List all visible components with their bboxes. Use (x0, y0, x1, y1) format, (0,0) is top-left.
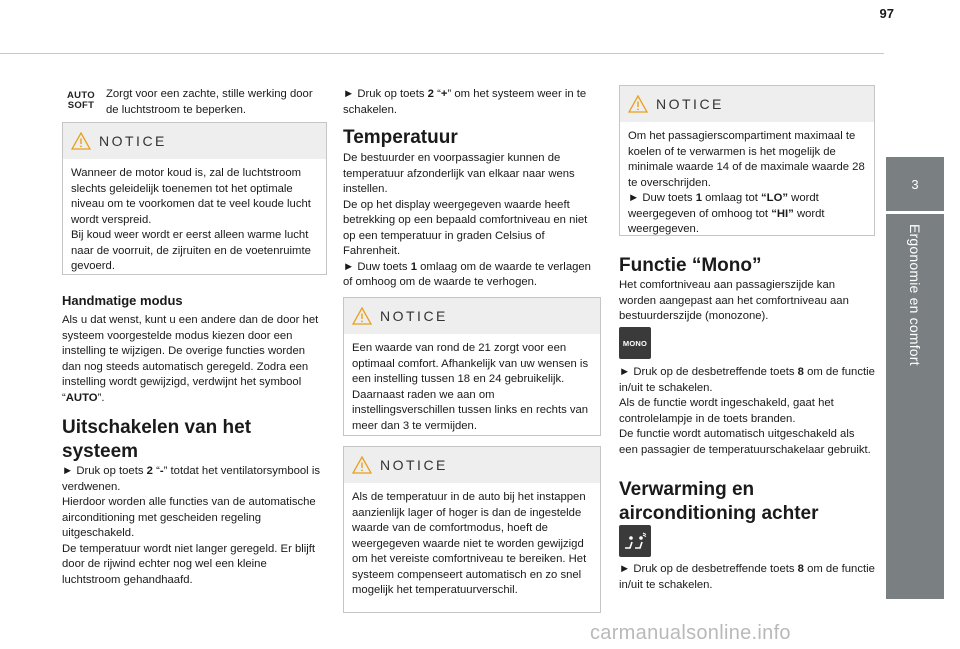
heading-switch-off (62, 416, 251, 464)
step-text: om de functie in/uit te schakelen. (619, 563, 875, 591)
key-number: 1 (410, 260, 417, 273)
mono-step (619, 365, 875, 396)
step-text: ” totdat het ventilatorsymbool is verdwenen. (62, 465, 320, 493)
header-divider (0, 53, 884, 54)
auto-soft-icon-line1: AUTO (67, 90, 95, 101)
chapter-tab-number (886, 157, 944, 211)
step-text: “ (433, 88, 441, 100)
heading-switch-off-line1: Uitschakelen van het (62, 417, 252, 438)
key-symbol: - (159, 465, 164, 477)
temperature-step (343, 260, 601, 291)
auto-soft-icon (62, 86, 100, 116)
notice-text: Een waarde van rond de 21 zorgt voor een optimaal comfort. Afhankelijk van uw wensen is een instelling tussen 18 en 24 gebruikelijk. Daarnaast raden we aan om instellingsverschillen tussen links en rechts van meer dan 3 te vermijden. (352, 342, 589, 432)
step-text: ► Druk op toets (343, 88, 428, 100)
switch-off-paragraph-3: De temperatuur wordt niet langer geregeld. Er blijft door de rijwind echter nog wel een kleine luchtstroom gehandhaafd. (62, 542, 316, 586)
temperature-paragraph-1: De bestuurder en voorpassagier kunnen de temperatuur afzonderlijk van elkaar naar wens instellen. (343, 152, 575, 195)
switch-off-paragraph-2: Hierdoor worden alle functies van de automatische airconditioning met gescheiden regeling uitgeschakeld. (62, 496, 316, 539)
key-number: 1 (695, 192, 702, 204)
notice-box-compensation (343, 446, 601, 613)
hi-label: “HI” (771, 207, 794, 220)
notice-header (620, 86, 874, 122)
chapter-title: Ergonomie en comfort (907, 224, 923, 366)
step-text: omlaag om de waarde te verlagen of omhoog om de waarde te verhogen. (343, 260, 591, 288)
mono-paragraph-2: Als de functie wordt ingeschakeld, gaat het controlelampje in de toets branden. (619, 397, 834, 425)
rear-seat-fan-icon (622, 530, 648, 552)
mono-button-icon (619, 327, 651, 359)
heading-rear-heating (619, 478, 819, 526)
step-text: ► Druk op de desbetreffende toets (619, 563, 798, 575)
key-symbol: + (440, 88, 448, 100)
rear-step (619, 562, 875, 593)
notice-header (63, 123, 326, 159)
notice-text: Wanneer de motor koud is, zal de luchtstroom slechts geleidelijk toenemen tot het optimale niveau om te voorkomen dat te veel koude lucht wordt verspreid. Bij koud weer wordt er eerst alleen warme lucht naar de voorruit, de zijruiten en de voetenruimte gevoerd. (71, 167, 311, 272)
key-number: 8 (797, 366, 804, 378)
notice-title: NOTICE (656, 96, 724, 112)
auto-soft-icon-line2: SOFT (67, 100, 95, 111)
notice-text: Als de temperatuur in de auto bij het instappen aanzienlijk lager of hoger is dan de ingestelde waarde van de comfortmodus, hoeft de weergegeven waarde niet te worden gewijzigd om het vereiste comfortniveau te bereiken. Het systeem compenseert automatisch en zo snel mogelijk het temperatuurverschil. (352, 491, 587, 596)
step-text: ” om het systeem weer in te schakelen. (343, 88, 587, 116)
restart-step (343, 87, 601, 118)
warning-triangle-icon (352, 456, 372, 474)
heading-manual-mode: Handmatige modus (62, 293, 183, 308)
notice-header (344, 447, 600, 483)
notice-paragraph-1: Om het passagierscompartiment maximaal te koelen of te verwarmen is het mogelijk de minimale waarde 14 of de maximale waarde 28 te overschrijden. (628, 130, 865, 189)
notice-box-cold-engine (62, 122, 327, 275)
mono-intro: Het comfortniveau aan passagierszijde kan worden aangepast aan het comfortniveau aan bestuurderszijde (monozone). (619, 279, 849, 322)
notice-box-min-max (619, 85, 875, 236)
heading-switch-off-line2: systeem (62, 441, 139, 462)
step-text: ► Druk op de desbetreffende toets (619, 366, 798, 378)
notice-title: NOTICE (380, 457, 448, 473)
notice-title: NOTICE (380, 308, 448, 324)
warning-triangle-icon (71, 132, 91, 150)
heading-mono-function: Functie “Mono” (619, 255, 762, 276)
step-text: wordt weergegeven. (628, 207, 825, 235)
watermark: carmanualsonline.info (590, 622, 791, 644)
temperature-text (343, 151, 601, 291)
manual-mode-text-part1: Als u dat wenst, kunt u een andere dan de door het systeem voorgestelde modus kiezen door een instelling te wijzigen. De overige functies worden dan nog steeds automatisch geregeld. Zodra een instelling wordt gewijzigd, verdwijnt het symbool “ (62, 314, 319, 404)
key-number: 8 (797, 563, 804, 575)
lo-label: “LO” (761, 192, 789, 204)
notice-header (344, 298, 600, 334)
chapter-number: 3 (911, 176, 919, 192)
heading-rear-heating-line2: airconditioning achter (619, 503, 819, 524)
notice-step (628, 191, 866, 238)
chapter-tab-title (886, 214, 944, 599)
mono-icon-label: MONO (622, 338, 648, 348)
step-text: om de functie in/uit te schakelen. (619, 366, 875, 394)
step-text: ► Duw toets (628, 192, 696, 204)
step-text: omlaag tot (702, 192, 762, 204)
step-text: “ (152, 465, 160, 477)
auto-soft-description: Zorgt voor een zachte, stille werking door de luchtstroom te beperken. (106, 88, 313, 116)
key-number: 2 (146, 465, 153, 477)
step-text: ► Duw toets (343, 260, 411, 273)
heading-rear-heating-line1: Verwarming en (619, 479, 755, 500)
step-text: wordt weergegeven of omhoog tot (628, 192, 819, 220)
notice-box-optimal-value (343, 297, 601, 436)
rear-climate-button-icon (619, 525, 651, 557)
mono-text (619, 365, 875, 458)
warning-triangle-icon (628, 95, 648, 113)
heading-temperature: Temperatuur (343, 127, 458, 148)
manual-mode-text (62, 313, 326, 406)
manual-mode-text-part2: ”. (97, 391, 105, 404)
auto-label: AUTO (65, 391, 98, 404)
page-number: 97 (879, 6, 894, 21)
switch-off-text (62, 464, 326, 588)
switch-off-step (62, 464, 326, 495)
step-text: ► Druk op toets (62, 465, 147, 477)
warning-triangle-icon (352, 307, 372, 325)
key-number: 2 (427, 88, 434, 100)
mono-paragraph-3: De functie wordt automatisch uitgeschakeld als een passagier de temperatuurschakelaar gebruikt. (619, 428, 871, 456)
temperature-paragraph-2: De op het display weergegeven waarde heeft betrekking op een bepaald comfortniveau en niet op een temperatuur in graden Celsius of Fahrenheit. (343, 198, 588, 257)
notice-title: NOTICE (99, 133, 167, 149)
